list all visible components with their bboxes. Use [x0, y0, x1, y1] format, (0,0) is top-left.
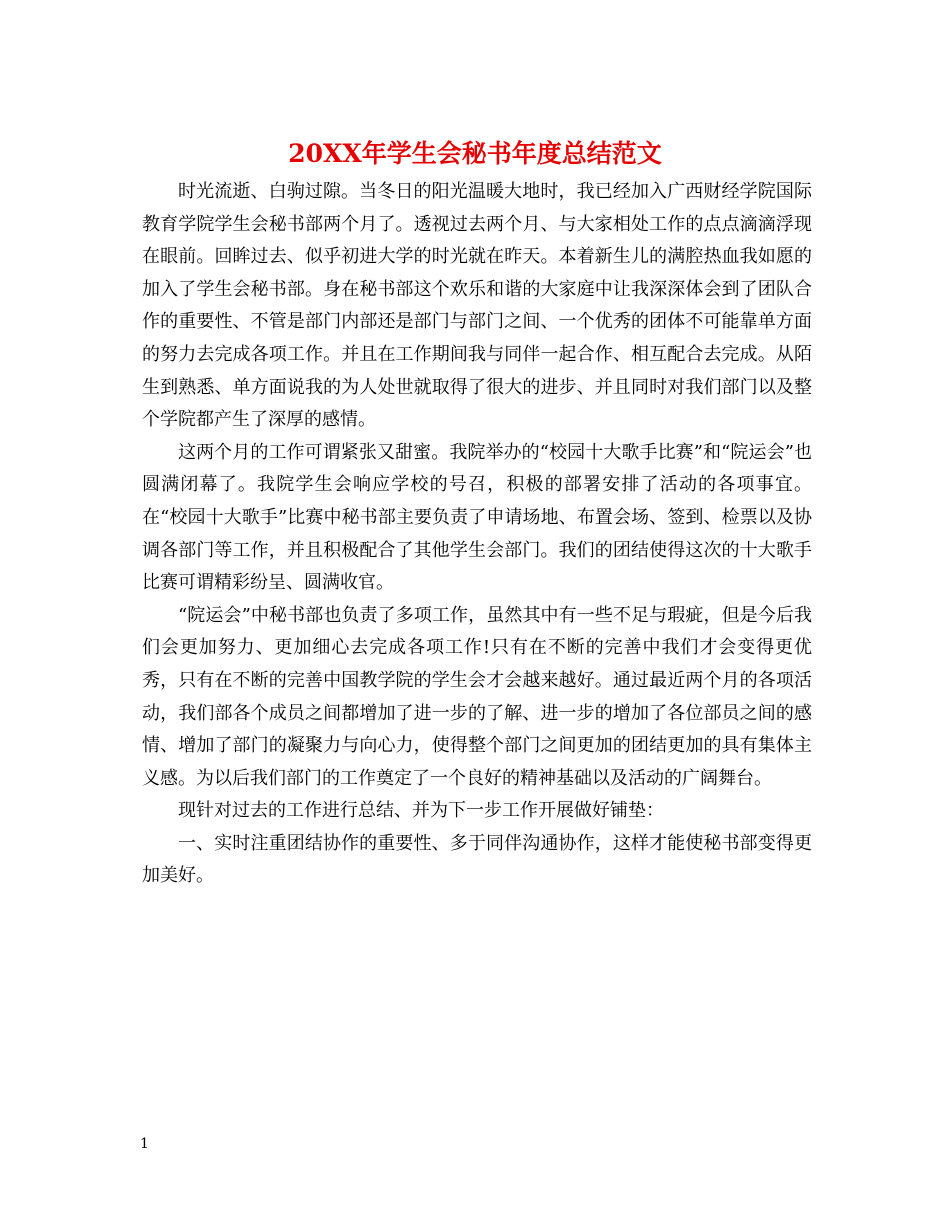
paragraph-1: 时光流逝、白驹过隙。当冬日的阳光温暖大地时，我已经加入广西财经学院国际教育学院学生会秘书部两个月了。透视过去两个月、与大家相处工作的点点滴滴浮现在眼前。回眸过去、似乎初进大学的时光就在昨天。本着新生儿的满腔热血我如愿的加入了学生会秘书部。身在秘书部这个欢乐和谐的大家庭中让我深深体会到了团队合作的重要性、不管是部门内部还是部门与部门之间、一个优秀的团体不可能靠单方面的努力去完成各项工作。并且在工作期间我与同伴一起合作、相互配合去完成。从陌生到熟悉、单方面说我的为人处世就取得了很大的进步、并且同时对我们部门以及整个学院都产生了深厚的感情。	[142, 181, 812, 431]
paragraph-5: 一、实时注重团结协作的重要性、多于同伴沟通协作，这样才能使秘书部变得更加美好。	[142, 832, 812, 887]
paragraph-4: 现针对过去的工作进行总结、并为下一步工作开展做好铺垫：	[178, 800, 664, 822]
document-body	[142, 176, 812, 893]
page-number: 1	[140, 1136, 149, 1152]
paragraph-2: 这两个月的工作可谓紧张又甜蜜。我院举办的“校园十大歌手比赛”和“院运会”也圆满闭幕了。我院学生会响应学校的号召，积极的部署安排了活动的各项事宜。在“校园十大歌手”比赛中秘书部主要负责了申请场地、布置会场、签到、检票以及协调各部门等工作，并且积极配合了其他学生会部门。我们的团结使得这次的十大歌手比赛可谓精彩纷呈、圆满收官。	[142, 441, 812, 594]
paragraph-3: “院运会”中秘书部也负责了多项工作，虽然其中有一些不足与瑕疵，但是今后我们会更加努力、更加细心去完成各项工作!只有在不断的完善中我们才会变得更优秀，只有在不断的完善中国教学院的学生会才会越来越好。通过最近两个月的各项活动，我们部各个成员之间都增加了进一步的了解、进一步的增加了各位部员之间的感情、增加了部门的凝聚力与向心力，使得整个部门之间更加的团结更加的具有集体主义感。为以后我们部门的工作奠定了一个良好的精神基础以及活动的广阔舞台。	[142, 604, 812, 789]
document-title: 20XX年学生会秘书年度总结范文	[288, 139, 662, 168]
